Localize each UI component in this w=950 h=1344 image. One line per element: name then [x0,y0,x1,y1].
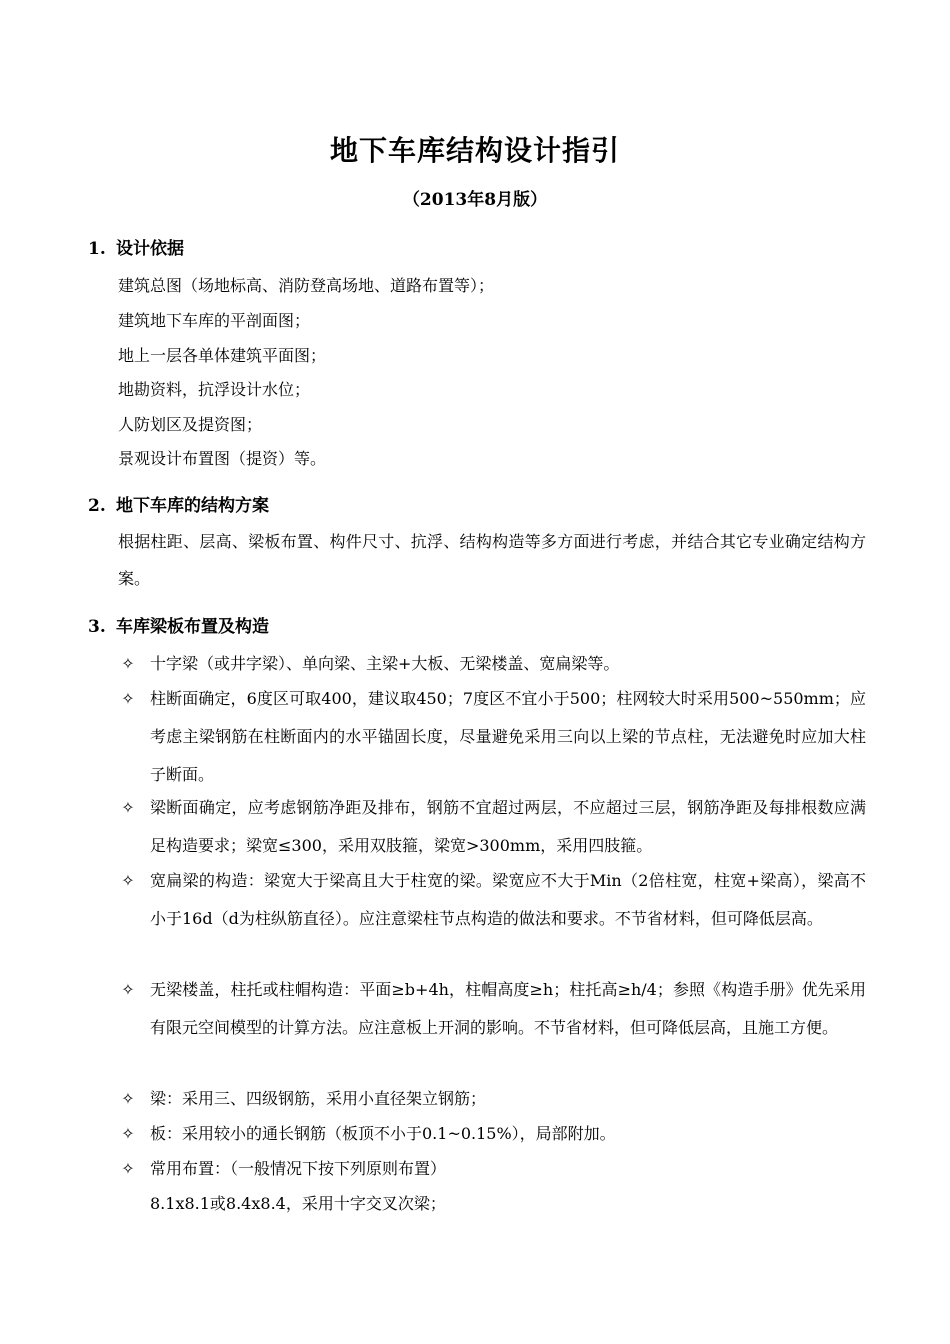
bullet-diamond-icon: ✧ [121,1124,135,1143]
section-heading-3 [88,613,269,641]
document-title: 地下车库结构设计指引 [329,134,620,167]
list-item: 景观设计布置图（提资）等。 [118,449,327,468]
bullet-diamond-icon: ✧ [121,1159,135,1178]
bullet-diamond-icon: ✧ [121,798,135,817]
bullet-diamond-icon: ✧ [121,654,135,673]
section-heading-2 [88,492,269,520]
document-subtitle: （2013年8月版） [402,190,548,210]
section-title: 车库梁板布置及构造 [116,617,269,637]
bullet-item: 常用布置：（一般情况下按下列原则布置） [150,1159,447,1178]
bullet-item: 十字梁（或井字梁）、单向梁、主梁+大板、无梁楼盖、宽扁梁等。 [150,654,620,673]
list-item: 建筑总图（场地标高、消防登高场地、道路布置等）； [118,276,495,295]
list-item: 人防划区及提资图； [118,415,263,434]
section-heading-1 [88,235,184,263]
section-title: 设计依据 [116,239,184,259]
bullet-diamond-icon: ✧ [121,1089,135,1108]
bullet-item: 柱断面确定，6度区可取400，建议取450；7度区不宜小于500；柱网较大时采用500~550mm；应考虑主梁钢筋在柱断面内的水平锚固长度，尽量避免采用三向以上梁的节点柱，无法避免时应加大柱子断面。 [150,689,866,784]
sub-list-item: 8.1x8.1或8.4x8.4，采用十字交叉次梁； [150,1194,446,1213]
bullet-item: 板：采用较小的通长钢筋（板顶不小于0.1~0.15%），局部附加。 [150,1124,616,1143]
bullet-item: 梁断面确定，应考虑钢筋净距及排布，钢筋不宜超过两层，不应超过三层，钢筋净距及每排根数应满足构造要求；梁宽≤300，采用双肢箍，梁宽>300mm，采用四肢箍。 [150,798,866,855]
bullet-item: 无梁楼盖，柱托或柱帽构造：平面≥b+4h，柱帽高度≥h；柱托高≥h/4；参照《构造手册》优先采用有限元空间模型的计算方法。应注意板上开洞的影响。不节省材料，但可降低层高，且施工方便。 [150,980,866,1037]
bullet-diamond-icon: ✧ [121,871,135,890]
bullet-item: 梁：采用三、四级钢筋，采用小直径架立钢筋； [150,1089,487,1108]
section-paragraph: 根据柱距、层高、梁板布置、构件尺寸、抗浮、结构构造等多方面进行考虑，并结合其它专业确定结构方案。 [118,532,866,588]
bullet-item: 宽扁梁的构造：梁宽大于梁高且大于柱宽的梁。梁宽应不大于Min（2倍柱宽，柱宽+梁高），梁高不小于16d（d为柱纵筋直径）。应注意梁柱节点构造的做法和要求。不节省材料，但可降低层高。 [150,871,866,928]
section-number: 3. [88,617,106,637]
section-number: 1. [88,239,106,259]
bullet-diamond-icon: ✧ [121,689,135,708]
list-item: 地上一层各单体建筑平面图； [118,346,327,365]
section-number: 2. [88,496,106,516]
list-item: 地勘资料，抗浮设计水位； [118,380,311,399]
list-item: 建筑地下车库的平剖面图； [118,311,311,330]
bullet-diamond-icon: ✧ [121,980,135,999]
section-title: 地下车库的结构方案 [116,496,269,516]
